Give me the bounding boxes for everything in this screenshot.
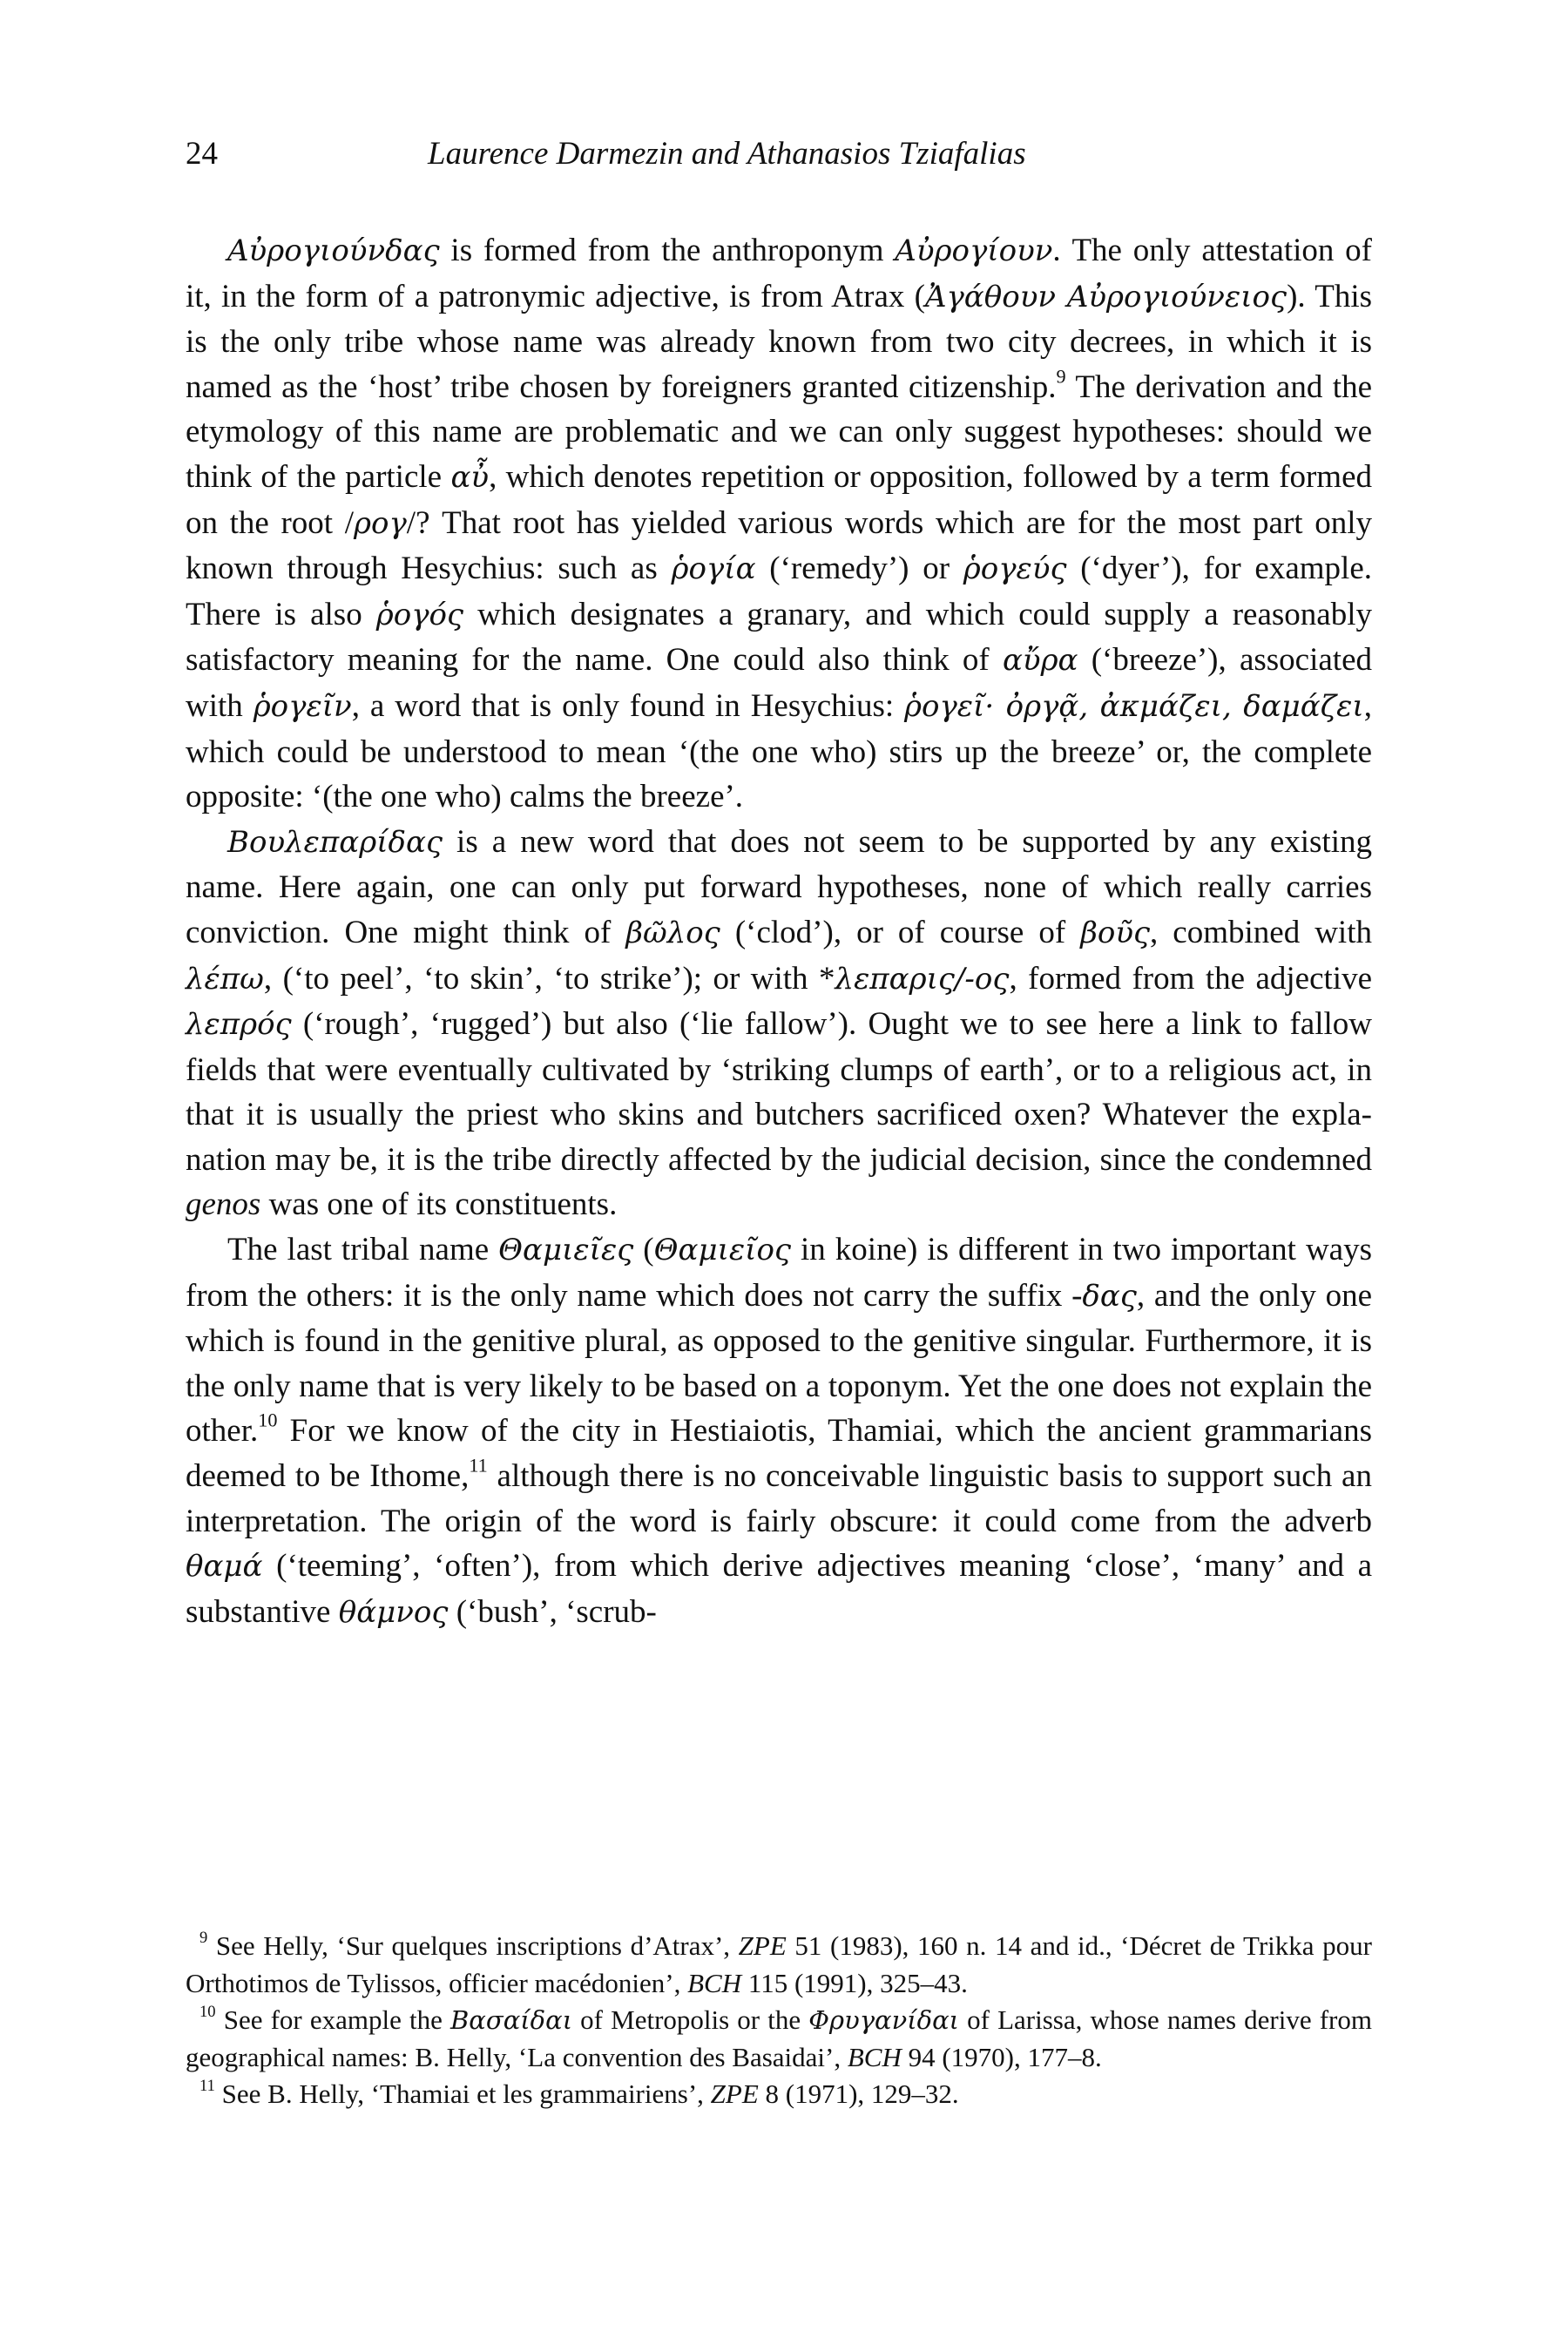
greek-term: ῥογός (375, 597, 464, 632)
paragraph-boulepari (186, 820, 1372, 1227)
text-run: (‘breeze’), associated with (186, 642, 1372, 724)
greek-term: ῥογεῖν (253, 688, 352, 724)
greek-term: ῥογεύς (963, 551, 1067, 587)
text-run: 8 (1971), 129–32. (758, 2078, 959, 2109)
footnote-ref[interactable]: 10 (258, 1409, 278, 1431)
page-number: 24 (186, 136, 218, 172)
greek-term: Βασαίδαι (450, 2005, 573, 2035)
text-run: of Larissa, whose names derive from geographical names: B. Helly, ‘La convention des Basaidai’, (186, 2004, 1372, 2072)
footnote-9 (186, 1928, 1372, 2002)
journal-abbrev: ZPE (710, 2078, 759, 2109)
text-run: , and the only one which is found in the genitive plural, as opposed to the genitive singular. Furthermore, it is the only name that is very likely to be based on a toponym. Yet the one does not explain the other. (186, 1277, 1373, 1450)
footnote-11 (186, 2076, 1372, 2113)
journal-abbrev: ZPE (738, 1930, 787, 1961)
running-head (186, 132, 1372, 185)
text-run: (‘remedy’) or (755, 551, 963, 587)
journal-abbrev: BCH (847, 2041, 902, 2072)
greek-term: αὖ (450, 459, 490, 495)
greek-term: λεπρός (186, 1007, 292, 1043)
footnote-number: 9 (199, 1929, 208, 1948)
greek-term: θάμνος (338, 1594, 449, 1630)
text-run: which designates a granary, and which could supply a reasonably satisfactory meaning for the name. One could also think of (186, 596, 1373, 679)
journal-abbrev: BCH (687, 1967, 742, 1998)
text-run: is formed from the anthroponym (439, 233, 896, 268)
text-run: , which denotes repetition or opposition, followed by a term formed on the root / (186, 458, 1373, 541)
greek-term: ῥογεῖ· ὀργᾷ, ἀκμάζει, δαμάζει (904, 688, 1364, 724)
text-run: , combined with (1150, 914, 1372, 950)
text-run: (‘dyer’), for example. There is also (186, 551, 1372, 632)
greek-term: ρογ (354, 505, 407, 541)
greek-term: αὔρα (1002, 643, 1078, 679)
greek-term: βῶλος (625, 915, 720, 950)
greek-term: Φρυγανίδαι (808, 2005, 960, 2035)
italic-term: genos (186, 1186, 261, 1223)
text-run: (‘rough’, ‘rugged’) but also (‘lie fallow’). Ought we to see here a link to fallow fields that were eventually cultivated by ‘striking clumps of earth’, or to a religious act, in that it is usually the priest who skins and butchers sacrificed oxen? Whatever the explanation may be, it is the tribe directly affected by the judicial decision, since the condemned (186, 1006, 1372, 1178)
text-run: /? That root has yielded various words which are for the most part only known through Hesychius: such as (186, 504, 1373, 587)
text-run: The last tribal name (227, 1232, 499, 1268)
paragraph-aurogiounidas (186, 228, 1372, 820)
text-run: 94 (1970), 177–8. (901, 2041, 1102, 2072)
text-run: although there is no conceivable linguistic basis to support such an interpretation. The origin of the word is fairly obscure: it could come from the adverb (186, 1458, 1372, 1539)
greek-term: ῥογία (671, 551, 756, 587)
text-run: See for example the (215, 2004, 450, 2035)
greek-term: λέπω (186, 961, 264, 997)
text-run: , which could be understood to mean ‘(the one who) stirs up the breeze’ or, the complete opposite: ‘(the one who) calms the breeze’. (186, 687, 1372, 815)
text-run: ). This is the only tribe whose name was already known from two city decrees, in which it is named as the ‘host’ tribe chosen by foreigners granted citizenship. (186, 278, 1372, 405)
greek-term: Αὐρογιούνδας (227, 233, 440, 268)
footnote-number: 10 (199, 2003, 216, 2022)
footnote-number: 11 (199, 2077, 215, 2096)
text-run: (‘teeming’, ‘often’), from which derive adjectives meaning ‘close’, ‘many’ and a substantive (186, 1548, 1372, 1630)
greek-term: Αὐρογίουν (895, 233, 1053, 268)
footnotes (186, 1928, 1372, 2113)
text-run: See Helly, ‘Sur quelques inscriptions d’Atrax’, (207, 1930, 739, 1961)
greek-term: θαμά (186, 1549, 263, 1585)
greek-term: Ἀγάθουν Αὐρογιούνειος (924, 279, 1288, 314)
greek-term: Θαμιεῖες (498, 1233, 634, 1268)
footnote-10 (186, 2002, 1372, 2076)
body-text (186, 228, 1372, 1635)
text-run: (‘clod’), or of course of (720, 914, 1081, 950)
text-run: , formed from the adjective (1009, 960, 1373, 997)
greek-term: βοῦς (1080, 915, 1151, 950)
greek-term: Βουλεπαρίδας (227, 824, 443, 860)
text-run: of Metropolis or the (572, 2004, 809, 2035)
footnote-ref[interactable]: 9 (1056, 365, 1066, 388)
text-run: See B. Helly, ‘Thamiai et les grammairiens’, (214, 2078, 711, 2109)
running-title: Laurence Darmezin and Athanasios Tziafalias (428, 136, 1026, 172)
text-run: The derivation and the etymology of this name are problematic and we can only suggest hypotheses: should we think of the particle (186, 368, 1372, 495)
text-run: For we know of the city in Hestiaiotis, Thamiai, which the ancient grammarians deemed to be Ithome, (186, 1413, 1372, 1495)
footnote-ref[interactable]: 11 (469, 1454, 488, 1477)
text-run: in koine) is different in two important ways from the others: it is the only name which does not carry the suffix - (186, 1232, 1372, 1314)
text-run: . The only attestation of it, in the form of a patronymic adjective, is from Atrax ( (186, 233, 1372, 314)
text-run: is a new word that does not seem to be supported by any existing name. Here again, one can only put forward hypotheses, none of which really carries conviction. One might think of (186, 823, 1372, 950)
text-run: , a word that is only found in Hesychius: (351, 687, 905, 724)
text-run: 115 (1991), 325–43. (741, 1967, 968, 1998)
text-run: (‘bush’, ‘scrub- (448, 1593, 657, 1630)
text-run: , (‘to peel’, ‘to skin’, ‘to strike’); or with * (263, 960, 835, 997)
greek-term: δας (1082, 1278, 1137, 1314)
text-run: ( (633, 1232, 654, 1268)
text-run: 51 (1983), 160 n. 14 and id., ‘Décret de Trikka pour Orthotimos de Tylissos, officier macédonien’, (186, 1930, 1372, 1998)
greek-term: λεπαρις/-ος (835, 961, 1010, 997)
paragraph-thamieies (186, 1227, 1372, 1635)
greek-term: Θαμιεῖος (653, 1233, 791, 1268)
text-run: was one of its constituents. (260, 1186, 618, 1223)
